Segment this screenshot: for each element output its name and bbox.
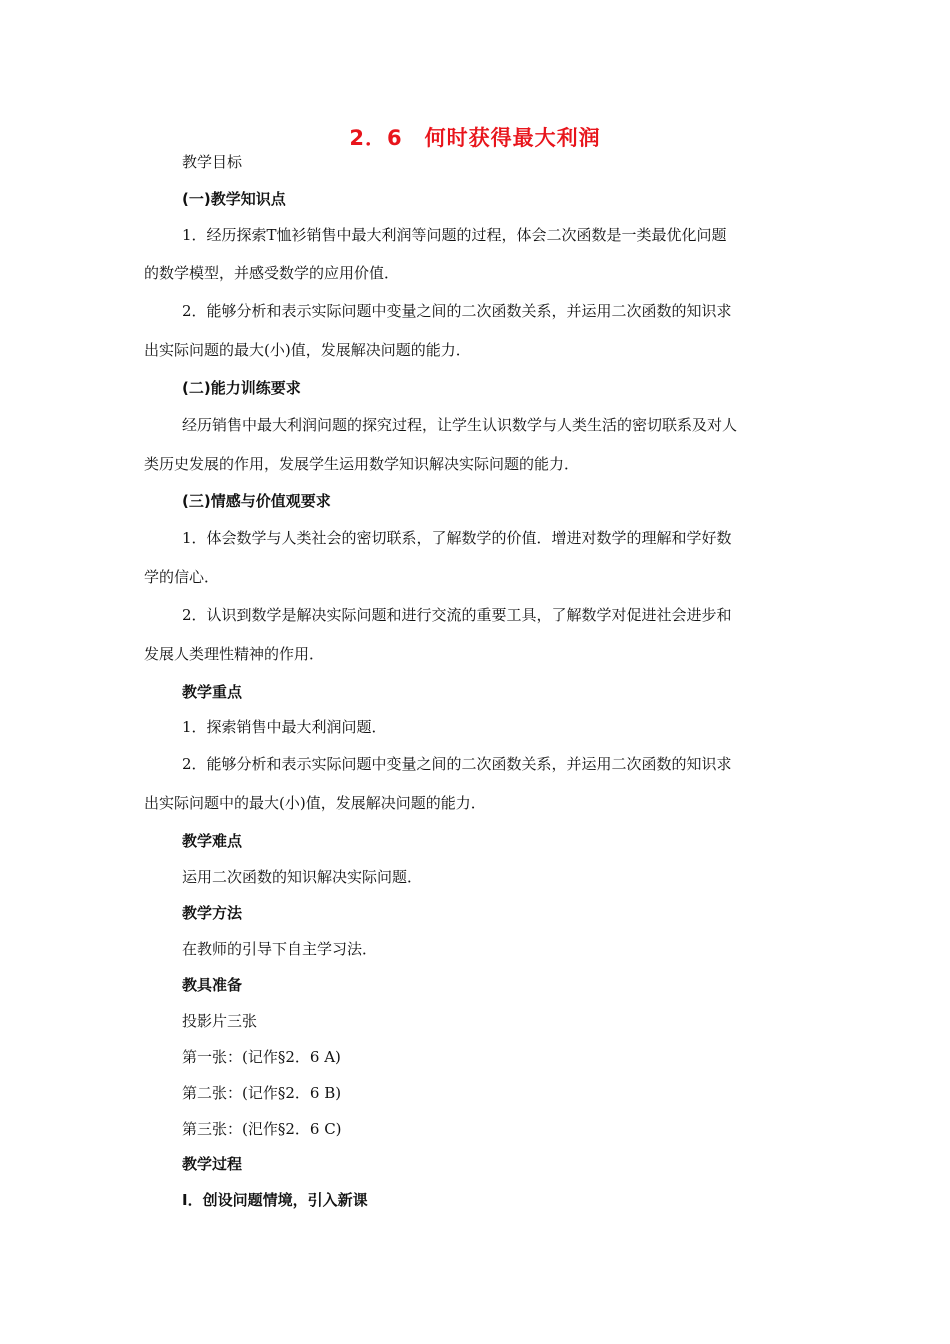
heading-process: 教学过程 [182,1155,243,1173]
paragraph-line: 1．探索销售中最大利润问题． [182,718,387,736]
subheading-knowledge: (一)教学知识点 [182,190,286,208]
heading-tools: 教具准备 [182,976,243,994]
paragraph-line: 2．能够分析和表示实际问题中变量之间的二次函数关系，并运用二次函数的知识求 [182,302,732,320]
heading-key-points: 教学重点 [182,683,243,701]
heading-difficulty: 教学难点 [182,832,243,850]
step-heading: Ⅰ．创设问题情境，引入新课 [182,1191,368,1209]
paragraph-line: 1．体会数学与人类社会的密切联系，了解数学的价值．增进对数学的理解和学好数 [182,529,732,547]
paragraph-line: 在教师的引导下自主学习法． [182,940,378,958]
heading-teaching-goals: 教学目标 [182,153,243,171]
paragraph-line: 第一张：(记作§2．6 A) [182,1048,341,1066]
paragraph-line: 2．能够分析和表示实际问题中变量之间的二次函数关系，并运用二次函数的知识求 [182,755,732,773]
paragraph-line: 第二张：(记作§2．6 B) [182,1084,342,1102]
document-title: 2．6 何时获得最大利润 [349,126,601,150]
paragraph-line: 运用二次函数的知识解决实际问题． [182,868,423,886]
paragraph-line: 的数学模型，并感受数学的应用价值． [144,264,400,282]
paragraph-line: 学的信心． [144,568,220,586]
paragraph-line: 类历史发展的作用，发展学生运用数学知识解决实际问题的能力． [144,455,580,473]
paragraph-line: 投影片三张 [182,1012,258,1030]
heading-method: 教学方法 [182,904,243,922]
subheading-ability: (二)能力训练要求 [182,379,301,397]
subheading-emotion: (三)情感与价值观要求 [182,492,331,510]
paragraph-line: 出实际问题中的最大(小)值，发展解决问题的能力． [144,794,486,812]
paragraph-line: 出实际问题的最大(小)值，发展解决问题的能力． [144,341,471,359]
paragraph-line: 发展人类理性精神的作用． [144,645,325,663]
paragraph-line: 2．认识到数学是解决实际问题和进行交流的重要工具，了解数学对促进社会进步和 [182,606,732,624]
paragraph-line: 经历销售中最大利润问题的探究过程，让学生认识数学与人类生活的密切联系及对人 [182,416,738,434]
paragraph-line: 第三张：(汜作§2．6 C) [182,1120,342,1138]
paragraph-line: 1．经历探索T恤衫销售中最大利润等问题的过程，体会二次函数是一类最优化问题 [182,226,727,244]
